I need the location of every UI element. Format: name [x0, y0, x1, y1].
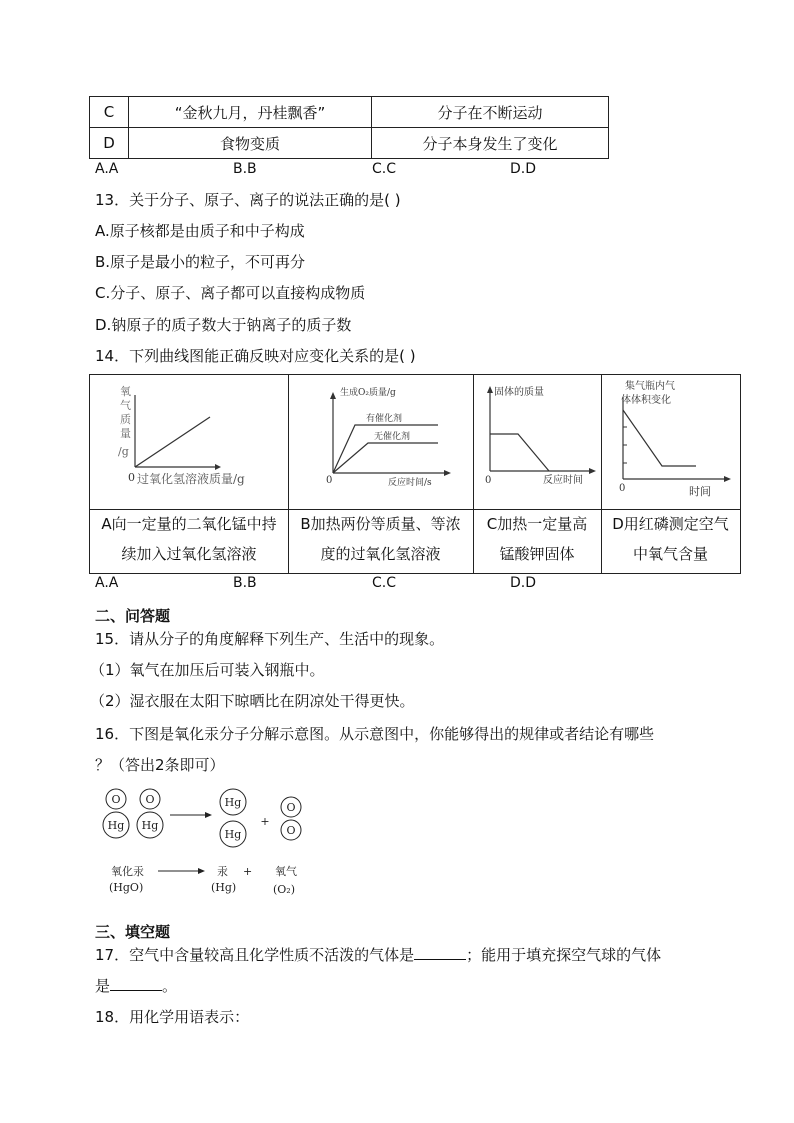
- svg-text:氧气: 氧气: [275, 865, 297, 878]
- row-case: 食物变质: [129, 128, 372, 159]
- svg-text:(O₂): (O₂): [273, 883, 296, 896]
- graph-a: [90, 375, 288, 509]
- svg-text:反应时间/s: 反应时间/s: [388, 478, 432, 488]
- q13-option-d[interactable]: D.钠原子的质子数大于钠离子的质子数: [95, 316, 352, 334]
- option-b[interactable]: B.B: [233, 161, 257, 177]
- svg-text:时间: 时间: [689, 485, 711, 498]
- graph-b: [288, 375, 473, 509]
- q13-option-b[interactable]: B.原子是最小的粒子，不可再分: [95, 253, 306, 271]
- svg-text:Hg: Hg: [141, 819, 159, 832]
- q17-blank-1[interactable]: [414, 959, 466, 960]
- svg-text:氧化汞: 氧化汞: [111, 865, 144, 878]
- svg-text:O: O: [111, 793, 121, 806]
- svg-text:有催化剂: 有催化剂: [366, 414, 403, 424]
- q17-line-1: 17．空气中含量较高且化学性质不活泼的气体是 ；能用于填充探空气球的气体: [95, 946, 662, 964]
- q15-item-2: （2）湿衣服在太阳下晾晒比在阴凉处干得更快。: [90, 692, 415, 710]
- svg-text:Hg: Hg: [107, 819, 125, 832]
- svg-text:反应时间: 反应时间: [543, 475, 583, 486]
- caption-d: D用红磷测定空气 中氧气含量: [612, 515, 729, 563]
- svg-text:0: 0: [326, 475, 333, 486]
- svg-text:O: O: [286, 824, 296, 837]
- svg-text:Hg: Hg: [224, 796, 242, 809]
- caption-a: A向一定量的二氧化锰中持 续加入过氧化氢溶液: [101, 515, 277, 563]
- svg-text:氧: 氧: [120, 385, 131, 398]
- row-case: “金秋九月，丹桂飘香”: [129, 97, 372, 128]
- option-d[interactable]: D.D: [510, 575, 537, 591]
- q14-graph-table: [89, 374, 741, 574]
- option-b[interactable]: B.B: [233, 575, 257, 591]
- q13-option-c[interactable]: C.分子、原子、离子都可以直接构成物质: [95, 284, 366, 302]
- q13-stem: 13．关于分子、原子、离子的说法正确的是( ): [95, 191, 401, 209]
- answer-table: [89, 96, 609, 159]
- q17-blank-2[interactable]: [110, 990, 162, 991]
- svg-text:质: 质: [120, 413, 131, 426]
- table-row: [90, 128, 609, 159]
- option-a[interactable]: A.A: [95, 575, 119, 591]
- svg-text:O: O: [286, 801, 296, 814]
- row-letter: C: [90, 97, 129, 128]
- hgo-decomposition-diagram: [95, 785, 325, 905]
- option-a[interactable]: A.A: [95, 161, 119, 177]
- svg-text:集气瓶内气: 集气瓶内气: [625, 381, 675, 392]
- svg-text:过氧化氢溶液质量/g: 过氧化氢溶液质量/g: [137, 472, 245, 486]
- option-c[interactable]: C.C: [372, 161, 397, 177]
- svg-text:量: 量: [120, 427, 131, 440]
- section-2-title: 二、问答题: [95, 607, 171, 625]
- option-c[interactable]: C.C: [372, 575, 397, 591]
- q15-stem: 15．请从分子的角度解释下列生产、生活中的现象。: [95, 630, 445, 648]
- svg-text:0: 0: [128, 471, 135, 484]
- svg-text:(Hg): (Hg): [211, 881, 237, 894]
- q16-stem-1: 16．下图是氧化汞分子分解示意图。从示意图中，你能够得出的规律或者结论有哪些: [95, 725, 655, 743]
- q16-stem-2: ？（答出2条即可）: [95, 756, 225, 774]
- section-3-title: 三、填空题: [95, 923, 171, 941]
- svg-text:固体的质量: 固体的质量: [494, 387, 544, 398]
- svg-text:汞: 汞: [217, 865, 228, 878]
- graph-c: [473, 375, 601, 509]
- svg-text:/g: /g: [118, 445, 129, 458]
- q17-line-2: 是 。: [95, 977, 178, 995]
- svg-text:无催化剂: 无催化剂: [374, 432, 411, 442]
- row-explanation: 分子在不断运动: [372, 97, 609, 128]
- caption-b: B加热两份等质量、等浓 度的过氧化氢溶液: [300, 515, 461, 563]
- q18-stem: 18．用化学用语表示：: [95, 1008, 250, 1026]
- svg-text:+: +: [243, 865, 253, 878]
- svg-text:(HgO): (HgO): [109, 881, 144, 894]
- svg-text:体体积变化: 体体积变化: [621, 395, 671, 406]
- svg-text:0: 0: [485, 475, 492, 486]
- svg-text:生成O₂质量/g: 生成O₂质量/g: [340, 388, 396, 398]
- graph-d: [601, 375, 740, 509]
- option-d[interactable]: D.D: [510, 161, 537, 177]
- svg-text:+: +: [260, 815, 270, 828]
- q13-option-a[interactable]: A.原子核都是由质子和中子构成: [95, 222, 305, 240]
- svg-text:气: 气: [120, 399, 131, 412]
- svg-text:O: O: [145, 793, 155, 806]
- table-row: [90, 97, 609, 128]
- q15-item-1: （1）氧气在加压后可装入钢瓶中。: [90, 661, 325, 679]
- row-letter: D: [90, 128, 129, 159]
- row-explanation: 分子本身发生了变化: [372, 128, 609, 159]
- svg-text:0: 0: [619, 483, 626, 494]
- q14-stem: 14．下列曲线图能正确反映对应变化关系的是( ): [95, 347, 416, 365]
- svg-text:Hg: Hg: [224, 828, 242, 841]
- caption-c: C加热一定量高 锰酸钾固体: [486, 515, 588, 563]
